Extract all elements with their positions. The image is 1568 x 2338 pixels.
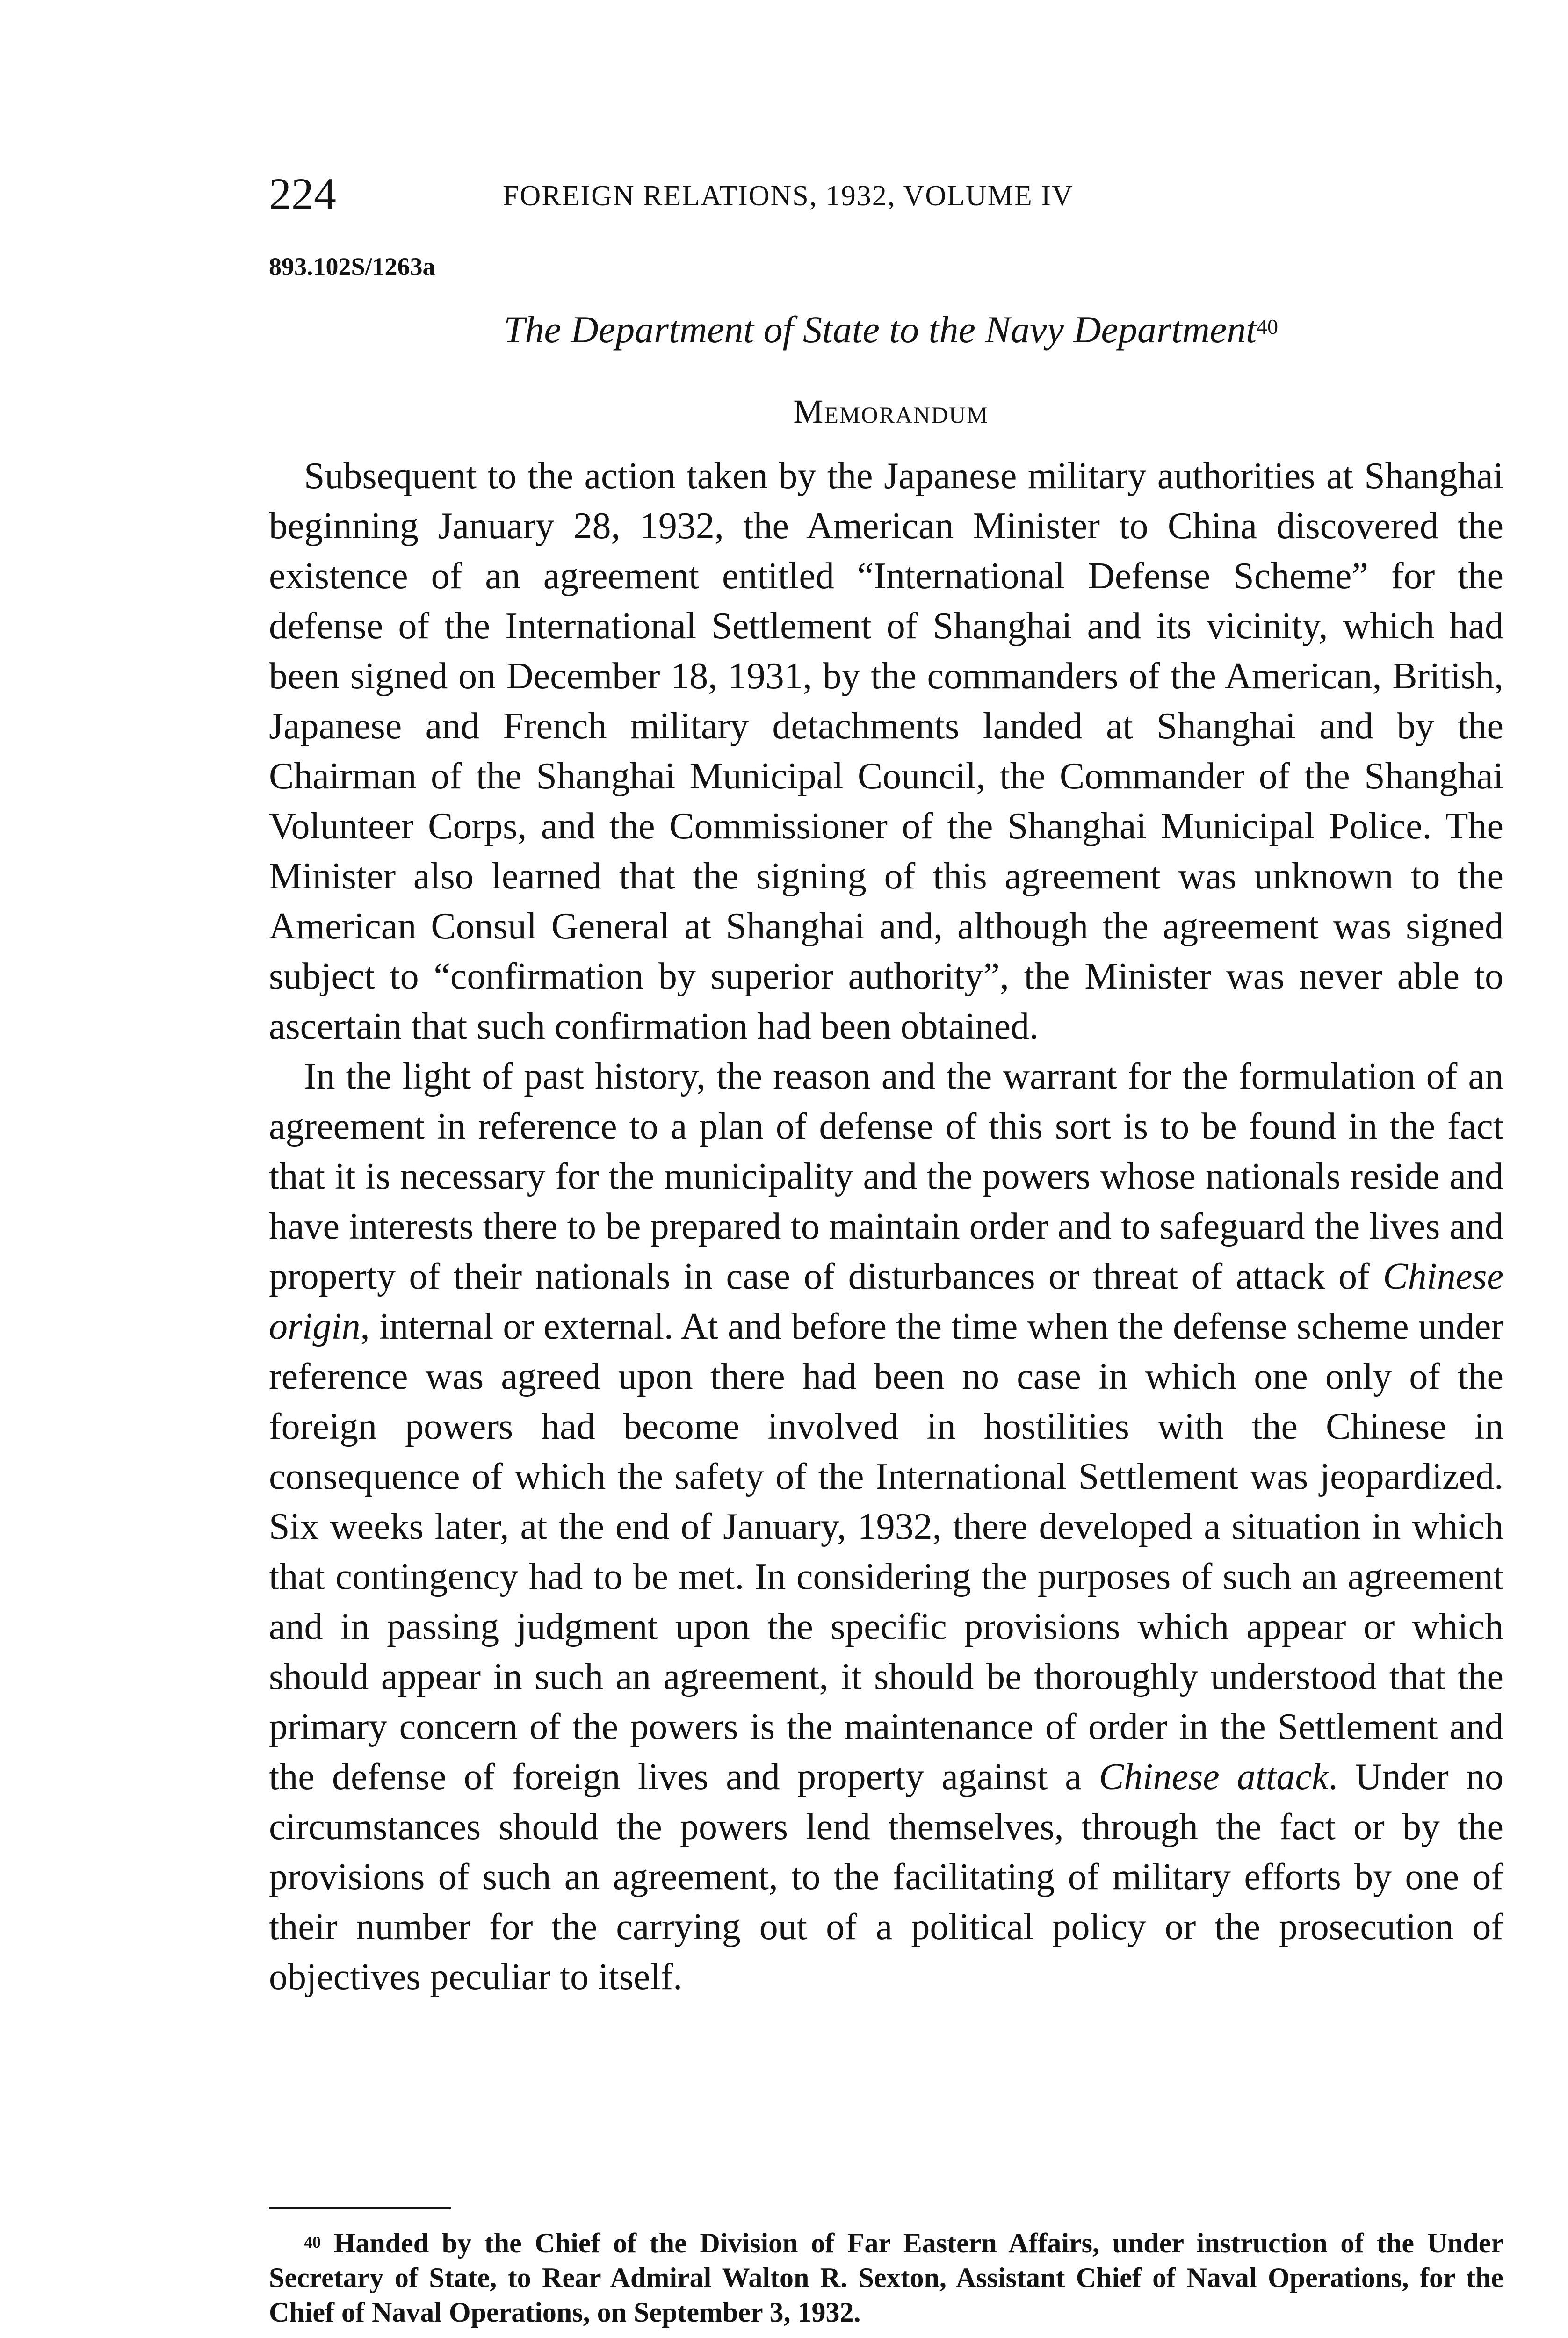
footnote-reference: 40 bbox=[1257, 315, 1279, 339]
file-number: 893.102S/1263a bbox=[269, 253, 435, 281]
footnote bbox=[269, 2226, 1503, 2330]
page-number: 224 bbox=[269, 169, 336, 219]
emphasis-chinese-attack: Chinese attack bbox=[1099, 1756, 1329, 1797]
page-header bbox=[269, 168, 1503, 220]
emphasis-chinese-origin: Chinese origin bbox=[269, 1256, 1503, 1347]
footnote-paragraph bbox=[269, 2226, 1503, 2330]
document-title-text: The Department of State to the Navy Department bbox=[503, 308, 1257, 351]
running-head: FOREIGN RELATIONS, 1932, VOLUME IV bbox=[503, 180, 1074, 212]
paragraph-2-text-b: , internal or external. At and before the time when the defense scheme under reference was agreed upon there had been no case in which one only of the foreign powers had become involved in hostilities with the Chinese in consequence of which the safety of the International Settlement was jeopardized. Six weeks later, at the end of January, 1932, there developed a situation in which that contingency had to be met. In considering the purposes of such an agreement and in passing judgment upon the specific provisions which appear or which should appear in such an agreement, it should be thoroughly understood that the primary concern of the powers is the maintenance of order in the Settlement and the defense of foreign lives and property against a bbox=[269, 1306, 1503, 1797]
paragraph-2 bbox=[269, 1052, 1503, 2002]
footnote-divider bbox=[269, 2207, 451, 2209]
paragraph-1 bbox=[269, 451, 1503, 1052]
document-title bbox=[269, 304, 1513, 355]
memorandum-body bbox=[269, 451, 1503, 2002]
footnote-text: Handed by the Chief of the Division of Far Eastern Affairs, under instruction of the Under Secretary of State, to Rear Admiral Walton R. Sexton, Assistant Chief of Naval Operations, for the Chief of Naval Operations, on September 3, 1932. bbox=[269, 2228, 1503, 2328]
footnote-mark: 40 bbox=[304, 2233, 321, 2251]
memorandum-heading: Memorandum bbox=[793, 393, 989, 430]
paragraph-2-text-c: . Under no circumstances should the powers lend themselves, through the fact or by the provisions of such an agreement, to the facilitating of military efforts by one of their number for the carrying out of a political policy or the prosecution of objectives peculiar to itself. bbox=[269, 1756, 1504, 1998]
paragraph-1-text: Subsequent to the action taken by the Japanese military authorities at Shanghai beginning January 28, 1932, the American Minister to China discovered the existence of an agreement entitled “International Defense Scheme” for the defense of the International Settlement of Shanghai and its vicinity, which had been signed on December 18, 1931, by the commanders of the American, British, Japanese and French military detachments landed at Shanghai and by the Chairman of the Shanghai Municipal Council, the Commander of the Shanghai Volunteer Corps, and the Commissioner of the Shanghai Municipal Police. The Minister also learned that the signing of this agreement was unknown to the American Consul General at Shanghai and, although the agreement was signed subject to “confirmation by superior authority”, the Minister was never able to ascertain that such confirmation had been obtained. bbox=[269, 455, 1503, 1047]
paragraph-2-text-a: In the light of past history, the reason and the warrant for the formulation of an agreement in reference to a plan of defense of this sort is to be found in the fact that it is necessary for the municipality and the powers whose nationals reside and have interests there to be prepared to maintain order and to safeguard the lives and property of their nationals in case of disturbances or threat of attack of bbox=[269, 1056, 1503, 1297]
